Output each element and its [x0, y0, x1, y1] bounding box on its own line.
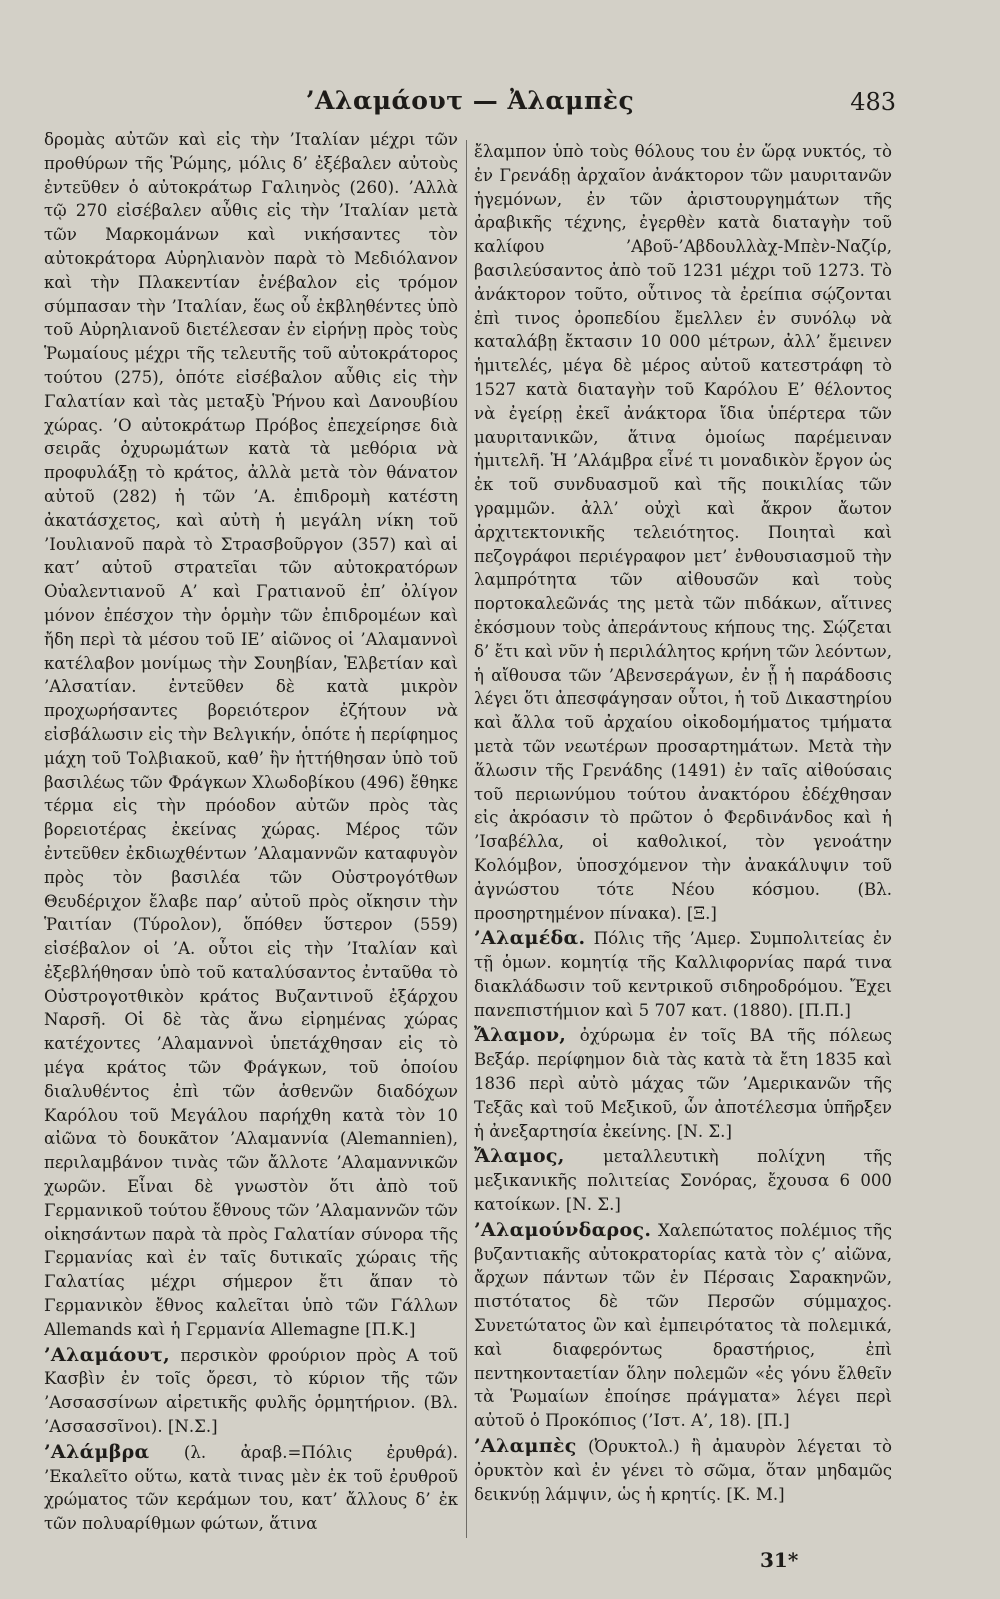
entry-headword: ’Αλαμάουτ,	[44, 1343, 171, 1366]
entry-headword: ’Αλαμέδα.	[474, 927, 586, 950]
entry-continuation	[44, 128, 458, 1342]
page-number: 483	[850, 88, 896, 116]
entry-alamaout	[44, 1344, 458, 1439]
column-divider	[466, 140, 467, 1538]
entry-body: Χαλεπώτατος πολέμιος τῆς βυζαντιακῆς αὐτοκρατορίας κατὰ τὸν ς’ αἰῶνα, ἄρχων πάντων τῶν ἐν Πέρσαις Σαρακηνῶν, πιστότατος δὲ τῶν Περσῶν σύμμαχος. Συνετώτατος ὢν καὶ ἐμπειρότατος τὰ πολεμικά, καὶ διαφερόντως δραστήριος, ἐπὶ πεντηκονταετίαν ὅλην πολεμῶν «ἐς γόνυ ἔλθεῖν τὰ Ῥωμαίων ἐποίησε πράγματα» λέγει περὶ αὐτοῦ ὁ Προκόπιος (’Ιστ. Α’, 18). [Π.]	[474, 1220, 892, 1431]
entry-body: (λ. ἀραβ.=Πόλις ἐρυθρά). ’Εκαλεῖτο οὕτω, κατὰ τινας μὲν ἐκ τοῦ ἐρυθροῦ χρώματος τῶν κεράμων του, κατ’ ἄλλους δ’ ἐκ τῶν πολυαρίθμων φώτων, ἅτινα	[44, 1442, 458, 1534]
entry-headword: Ἄλαμος,	[474, 1145, 565, 1168]
entry-body: Πόλις τῆς ’Αμερ. Συμπολιτείας ἐν τῇ ὁμων. κομητίᾳ τῆς Καλλιφορνίας παρά τινα διακλάδωσιν τοῦ κεντρικοῦ σιδηροδρόμου. Ἔχει πανεπιστήμιον καὶ 5 707 κατ. (1880). [Π.Π.]	[474, 929, 892, 1020]
signature-mark: 31*	[760, 1548, 799, 1572]
entry-headword: ’Αλαμούνδαρος.	[474, 1218, 652, 1241]
entry-body: ἔλαμπον ὑπὸ τοὺς θόλους του ἐν ὥρᾳ νυκτός, τὸ ἐν Γρενάδῃ ἀρχαῖον ἀνάκτορον τῶν μαυριτανῶν ἡγεμόνων, ἐν τῶν ἀριστουργημάτων τῆς ἀραβικῆς τέχνης, ἐγερθὲν κατὰ διαταγὴν τοῦ καλίφου ’Αβοῦ-’Αβδουλλὰχ-Μπὲν-Ναζίρ, βασιλεύσαντος ἀπὸ τοῦ 1231 μέχρι τοῦ 1273. Τὸ ἀνάκτορον τοῦτο, οὗτινος τὰ ἐρείπια σῴζονται ἐπὶ τινος ὀροπεδίου ἔμελλεν ἐν συνόλῳ νὰ καταλάβῃ ἔκτασιν 10 000 μέτρων, ἀλλ’ ἔμεινεν ἡμιτελές, μέγα δὲ μέρος αὐτοῦ κατεστράφη τὸ 1527 κατὰ διαταγὴν τοῦ Καρόλου Ε’ θέλοντος νὰ ἐγείρῃ ἐκεῖ ἀνάκτορα ἴδια ὑπέρτερα τῶν μαυριτανικῶν, ἅτινα ὁμοίως παρέμειναν ἡμιτελῆ. Ἡ ’Αλάμβρα εἶνέ τι μοναδικὸν ἔργον ὡς ἐκ τοῦ συνδυασμοῦ καὶ τῆς ποικιλίας τῶν γραμμῶν. ἀλλ’ οὐχὶ καὶ ἄκρον ἄωτον ἀρχιτεκτονικῆς τελειότητος. Ποιηταὶ καὶ πεζογράφοι περιέγραφον μετ’ ἐνθουσιασμοῦ τὴν λαμπρότητα τῶν αἰθουσῶν καὶ τοὺς πορτοκαλεῶνάς της μετὰ τῶν πιδάκων, αἵτινες ἐκόσμουν τοὺς ἀπεράντους κήπους της. Σῴζεται δ’ ἔτι καὶ νῦν ἡ περιλάλητος κρήνη τῶν λεόντων, ἡ αἴθουσα τῶν ’Αβενσεράγων, ἐν ᾗ ἡ παράδοσις λέγει ὅτι ἀπεσφάγησαν οὗτοι, ἡ τοῦ Δικαστηρίου καὶ ἄλλα τοῦ ἀρχαίου οἰκοδομήματος τμήματα μετὰ τῶν νεωτέρων προσαρτημάτων. Μετὰ τὴν ἅλωσιν τῆς Γρενάδης (1491) ἐν ταῖς αἰθούσαις τοῦ περιωνύμου τούτου ἀνακτόρου ἐδέχθησαν εἰς ἀκρόασιν τὸ πρῶτον ὁ Φερδινάνδος καὶ ἡ ’Ισαβέλλα, οἱ καθολικοί, τὸν γενοάτην Κολόμβον, ὑποσχόμενον τὴν ἀνακάλυψιν τοῦ ἀγνώστου τότε Νέου κόσμου. (Βλ. προσηρτημένον πίνακα). [Ξ.]	[474, 142, 892, 923]
right-column	[474, 140, 892, 1506]
entry-alamoundaros	[474, 1219, 892, 1433]
entry-body: περσικὸν φρούριον πρὸς Α τοῦ Κασβὶν ἐν τοῖς ὄρεσι, τὸ κύριον τῆς τῶν ’Ασσασσίνων αἱρετικῆς φυλῆς ὁρμητήριον. (Βλ. ’Ασσασσῖνοι). [Ν.Σ.]	[44, 1345, 458, 1437]
entry-body: (Ὀρυκτολ.) ἢ ἀμαυρὸν λέγεται τὸ ὀρυκτὸν καὶ ἐν γένει τὸ σῶμα, ὅταν μηδαμῶς δεικνύῃ λάμψιν, ὡς ἡ κρητίς. [Κ. Μ.]	[474, 1437, 892, 1504]
entry-headword: Ἄλαμον,	[474, 1024, 567, 1047]
left-column	[44, 128, 458, 1536]
entry-body: μεταλλευτικὴ πολίχνη τῆς μεξικανικῆς πολιτείας Σονόρας, ἔχουσα 6 000 κατοίκων. [Ν. Σ.]	[474, 1147, 892, 1215]
entry-alameda	[474, 927, 892, 1022]
entry-body: δρομὰς αὐτῶν καὶ εἰς τὴν ’Ιταλίαν μέχρι τῶν προθύρων τῆς Ῥώμης, μόλις δ’ ἐξέβαλεν αὐτοὺς ἐντεῦθεν ὁ αὐτοκράτωρ Γαλιηνὸς (260). ’Αλλὰ τῷ 270 εἰσέβαλεν αὖθις εἰς τὴν ’Ιταλίαν μετὰ τῶν Μαρκομάνων καὶ νικήσαντες τὸν αὐτοκράτορα Αὐρηλιανὸν παρὰ τὸ Μεδιόλανον καὶ τὴν Πλακεντίαν ἐνέβαλον εἰς τρόμον σύμπασαν τὴν ’Ιταλίαν, ἕως οὗ ἐκβληθέντες ὑπὸ τοῦ Αὐρηλιανοῦ διετέλεσαν ἐν εἰρήνῃ πρὸς τοὺς Ῥωμαίους μέχρι τῆς τελευτῆς τοῦ αὐτοκράτορος τούτου (275), ὁπότε εἰσέβαλον αὖθις εἰς τὴν Γαλατίαν καὶ τὰς μεταξὺ Ῥήνου καὶ Δανουβίου χώρας. ’Ο αὐτοκράτωρ Πρόβος ἐπεχείρησε διὰ σειρᾶς ὀχυρωμάτων κατὰ τὰ μεθόρια νὰ προφυλάξῃ τὸ κράτος, ἀλλὰ μετὰ τὸν θάνατον αὐτοῦ (282) ἡ τῶν ’Α. ἐπιδρομὴ κατέστη ἀκατάσχετος, καὶ αὐτὴ ἡ μεγάλη νίκη τοῦ ’Ιουλιανοῦ παρὰ τὸ Στρασβοῦργον (357) καὶ αἱ κατ’ αὐτοῦ στρατεῖαι τῶν αὐτοκρατόρων Οὐαλεντιανοῦ Α’ καὶ Γρατιανοῦ ἐπ’ ὀλίγον μόνον ἐπέσχον τὴν ὁρμὴν τῶν ἐπιδρομέων καὶ ἤδη περὶ τὰ μέσου τοῦ ΙΕ’ αἰῶνος οἱ ’Αλαμαννοὶ κατέλαβον μονίμως τὴν Σουηβίαν, Ἑλβετίαν καὶ ’Αλσατίαν. ἐντεῦθεν δὲ κατὰ μικρὸν προχωρήσαντες βορειότερον ἐζήτουν νὰ εἰσβάλωσιν εἰς τὴν Βελγικήν, ὁπότε ἡ περίφημος μάχη τοῦ Τολβιακοῦ, καθ’ ἣν ἡττήθησαν ὑπὸ τοῦ βασιλέως τῶν Φράγκων Χλωδοβίκου (496) ἔθηκε τέρμα εἰς τὴν πρόοδον αὐτῶν πρὸς τὰς βορειοτέρας ἐκείνας χώρας. Μέρος τῶν ἐντεῦθεν ἐκδιωχθέντων ’Αλαμαννῶν καταφυγὸν πρὸς τὸν βασιλέα τῶν Οὐστρογότθων Θευδέριχον ἔλαβε παρ’ αὐτοῦ πρὸς οἴκησιν τὴν Ῥαιτίαν (Τύρολον), ὅπόθεν ὕστερον (559) εἰσέβαλον οἱ ’Α. οὗτοι εἰς τὴν ’Ιταλίαν καὶ ἐξεβλήθησαν ὑπὸ τοῦ καταλύσαντος ἐνταῦθα τὸ Οὐστρογοτθικὸν κράτος Βυζαντινοῦ ἐξάρχου Ναρσῆ. Οἱ δὲ τὰς ἄνω εἰρημένας χώρας κατέχοντες ’Αλαμαννοὶ ὑπετάχθησαν εἰς τὸ μέγα κράτος τῶν Φράγκων, τοῦ ὁποίου διαλυθέντος ἐπὶ τῶν ἀσθενῶν διαδόχων Καρόλου τοῦ Μεγάλου παρήχθη κατὰ τὸν 10 αἰῶνα τὸ δουκᾶτον ’Αλαμαννία (Alemannien), περιλαμβάνον τινὰς τῶν ἄλλοτε ’Αλαμαννικῶν χωρῶν. Εἶναι δὲ γνωστὸν ὅτι ἀπὸ τοῦ Γερμανικοῦ τούτου ἔθνους τῶν ’Αλαμαννῶν τῶν οἰκησάντων παρὰ τὰ πρὸς Γαλατίαν σύνορα τῆς Γερμανίας καὶ ἐν ταῖς δυτικαῖς χώραις τῆς Γαλατίας μέχρι σήμερον ἔτι ἅπαν τὸ Γερμανικὸν ἔθνος καλεῖται ὑπὸ τῶν Γάλλων Allemands καὶ ἡ Γερμανία Allemagne [Π.Κ.]	[44, 130, 458, 1339]
entry-alampes	[474, 1435, 892, 1506]
entry-alamos	[474, 1145, 892, 1216]
entry-alambra	[44, 1441, 458, 1536]
page-header	[44, 86, 896, 126]
running-title: ’Αλαμάουτ — Ἀλαμπὲς	[305, 86, 635, 115]
entry-headword: ’Αλάμβρα	[44, 1440, 150, 1463]
entry-body: ὀχύρωμα ἐν τοῖς ΒΑ τῆς πόλεως Βεξάρ. περίφημον διὰ τὰς κατὰ τὰ ἔτη 1835 καὶ 1836 περὶ αὐτὸ μάχας τῶν ’Αμερικανῶν τῆς Τεξᾶς καὶ τοῦ Μεξικοῦ, ὧν ἀποτέλεσμα ὑπῆρξεν ἡ ἀνεξαρτησία ἐκείνης. [Ν. Σ.]	[474, 1026, 892, 1141]
entry-headword: ’Αλαμπὲς	[474, 1435, 577, 1458]
entry-alamon	[474, 1024, 892, 1143]
entry-continuation	[474, 140, 892, 925]
